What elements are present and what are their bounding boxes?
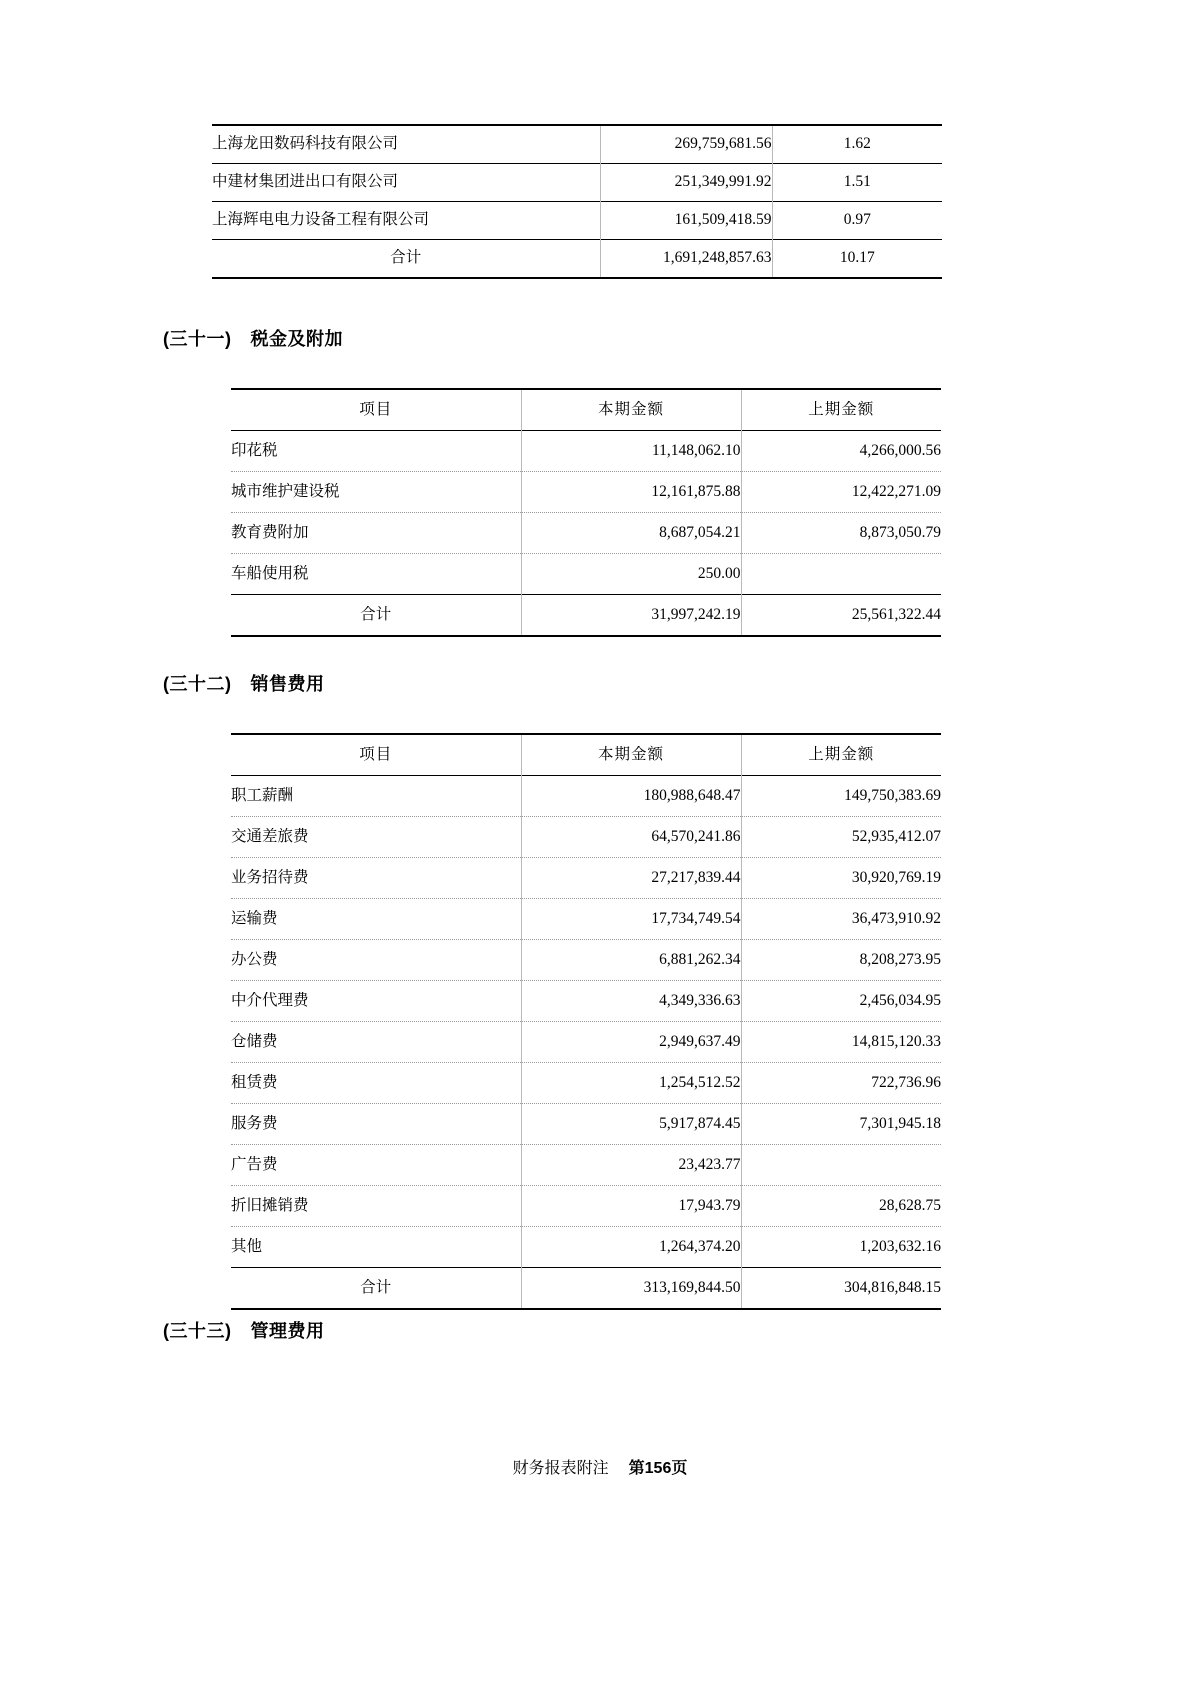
section-title: 管理费用 — [250, 1321, 325, 1341]
row-item: 仓储费 — [231, 1022, 521, 1063]
row-prior: 8,873,050.79 — [741, 513, 941, 554]
row-prior: 1,203,632.16 — [741, 1227, 941, 1268]
row-item: 交通差旅费 — [231, 817, 521, 858]
total-prior: 25,561,322.44 — [741, 595, 941, 637]
table-row — [231, 1186, 941, 1227]
section-heading-32 — [163, 670, 325, 696]
total-prior: 304,816,848.15 — [741, 1268, 941, 1310]
table-header-row — [231, 389, 941, 431]
table-row — [231, 1022, 941, 1063]
table-row — [231, 431, 941, 472]
top-customers-table — [212, 124, 942, 279]
row-current: 180,988,648.47 — [521, 776, 741, 817]
row-current: 11,148,062.10 — [521, 431, 741, 472]
row-prior: 7,301,945.18 — [741, 1104, 941, 1145]
row-ratio: 1.51 — [772, 164, 942, 202]
row-prior: 8,208,273.95 — [741, 940, 941, 981]
total-label: 合计 — [231, 1268, 521, 1310]
row-item: 运输费 — [231, 899, 521, 940]
section-heading-33 — [163, 1317, 325, 1343]
header-current: 本期金额 — [521, 389, 741, 431]
row-item: 教育费附加 — [231, 513, 521, 554]
row-current: 17,734,749.54 — [521, 899, 741, 940]
row-prior — [741, 554, 941, 595]
row-prior: 2,456,034.95 — [741, 981, 941, 1022]
header-item: 项目 — [231, 734, 521, 776]
table-row — [231, 899, 941, 940]
row-item: 广告费 — [231, 1145, 521, 1186]
row-prior — [741, 1145, 941, 1186]
row-prior: 4,266,000.56 — [741, 431, 941, 472]
row-amount: 269,759,681.56 — [600, 125, 772, 164]
row-item: 上海辉电电力设备工程有限公司 — [212, 202, 600, 240]
section-title: 税金及附加 — [250, 329, 344, 349]
row-current: 6,881,262.34 — [521, 940, 741, 981]
row-item: 业务招待费 — [231, 858, 521, 899]
table-row — [231, 1063, 941, 1104]
row-current: 5,917,874.45 — [521, 1104, 741, 1145]
row-item: 其他 — [231, 1227, 521, 1268]
footer-note: 财务报表附注 — [512, 1460, 609, 1477]
row-current: 4,349,336.63 — [521, 981, 741, 1022]
table-row — [231, 858, 941, 899]
row-item: 中介代理费 — [231, 981, 521, 1022]
table-row — [212, 202, 942, 240]
total-label: 合计 — [212, 240, 600, 279]
row-item: 上海龙田数码科技有限公司 — [212, 125, 600, 164]
row-item: 城市维护建设税 — [231, 472, 521, 513]
table-header-row — [231, 734, 941, 776]
row-ratio: 0.97 — [772, 202, 942, 240]
row-amount: 251,349,991.92 — [600, 164, 772, 202]
row-item: 租赁费 — [231, 1063, 521, 1104]
row-ratio: 1.62 — [772, 125, 942, 164]
row-item: 折旧摊销费 — [231, 1186, 521, 1227]
row-current: 23,423.77 — [521, 1145, 741, 1186]
table-total-row — [231, 1268, 941, 1310]
row-amount: 161,509,418.59 — [600, 202, 772, 240]
row-item: 服务费 — [231, 1104, 521, 1145]
row-current: 1,264,374.20 — [521, 1227, 741, 1268]
row-item: 职工薪酬 — [231, 776, 521, 817]
row-current: 64,570,241.86 — [521, 817, 741, 858]
table-row — [212, 164, 942, 202]
table-row — [231, 776, 941, 817]
header-prior: 上期金额 — [741, 734, 941, 776]
row-prior: 30,920,769.19 — [741, 858, 941, 899]
header-prior: 上期金额 — [741, 389, 941, 431]
row-item: 车船使用税 — [231, 554, 521, 595]
row-prior: 12,422,271.09 — [741, 472, 941, 513]
row-prior: 36,473,910.92 — [741, 899, 941, 940]
total-amount: 1,691,248,857.63 — [600, 240, 772, 279]
total-current: 313,169,844.50 — [521, 1268, 741, 1310]
table-row — [231, 554, 941, 595]
header-current: 本期金额 — [521, 734, 741, 776]
section-number: (三十二) — [163, 674, 232, 694]
table-row — [212, 125, 942, 164]
section-heading-31 — [163, 325, 343, 351]
row-item: 印花税 — [231, 431, 521, 472]
row-current: 1,254,512.52 — [521, 1063, 741, 1104]
table-row — [231, 1145, 941, 1186]
section-title: 销售费用 — [250, 674, 325, 694]
row-current: 250.00 — [521, 554, 741, 595]
table-row — [231, 940, 941, 981]
page-footer — [0, 1455, 1200, 1478]
row-current: 2,949,637.49 — [521, 1022, 741, 1063]
row-prior: 52,935,412.07 — [741, 817, 941, 858]
total-ratio: 10.17 — [772, 240, 942, 279]
table-total-row — [231, 595, 941, 637]
table-row — [231, 1227, 941, 1268]
row-item: 办公费 — [231, 940, 521, 981]
footer-page-number: 第156页 — [628, 1460, 688, 1477]
table-total-row — [212, 240, 942, 279]
table-row — [231, 513, 941, 554]
header-item: 项目 — [231, 389, 521, 431]
table-row — [231, 817, 941, 858]
row-current: 12,161,875.88 — [521, 472, 741, 513]
selling-expenses-table — [231, 733, 941, 1310]
section-number: (三十三) — [163, 1321, 232, 1341]
table-row — [231, 1104, 941, 1145]
row-current: 27,217,839.44 — [521, 858, 741, 899]
section-number: (三十一) — [163, 329, 232, 349]
row-prior: 722,736.96 — [741, 1063, 941, 1104]
table-row — [231, 981, 941, 1022]
total-current: 31,997,242.19 — [521, 595, 741, 637]
row-prior: 149,750,383.69 — [741, 776, 941, 817]
row-current: 17,943.79 — [521, 1186, 741, 1227]
table-row — [231, 472, 941, 513]
row-current: 8,687,054.21 — [521, 513, 741, 554]
row-prior: 28,628.75 — [741, 1186, 941, 1227]
taxes-and-surcharges-table — [231, 388, 941, 637]
total-label: 合计 — [231, 595, 521, 637]
row-prior: 14,815,120.33 — [741, 1022, 941, 1063]
row-item: 中建材集团进出口有限公司 — [212, 164, 600, 202]
